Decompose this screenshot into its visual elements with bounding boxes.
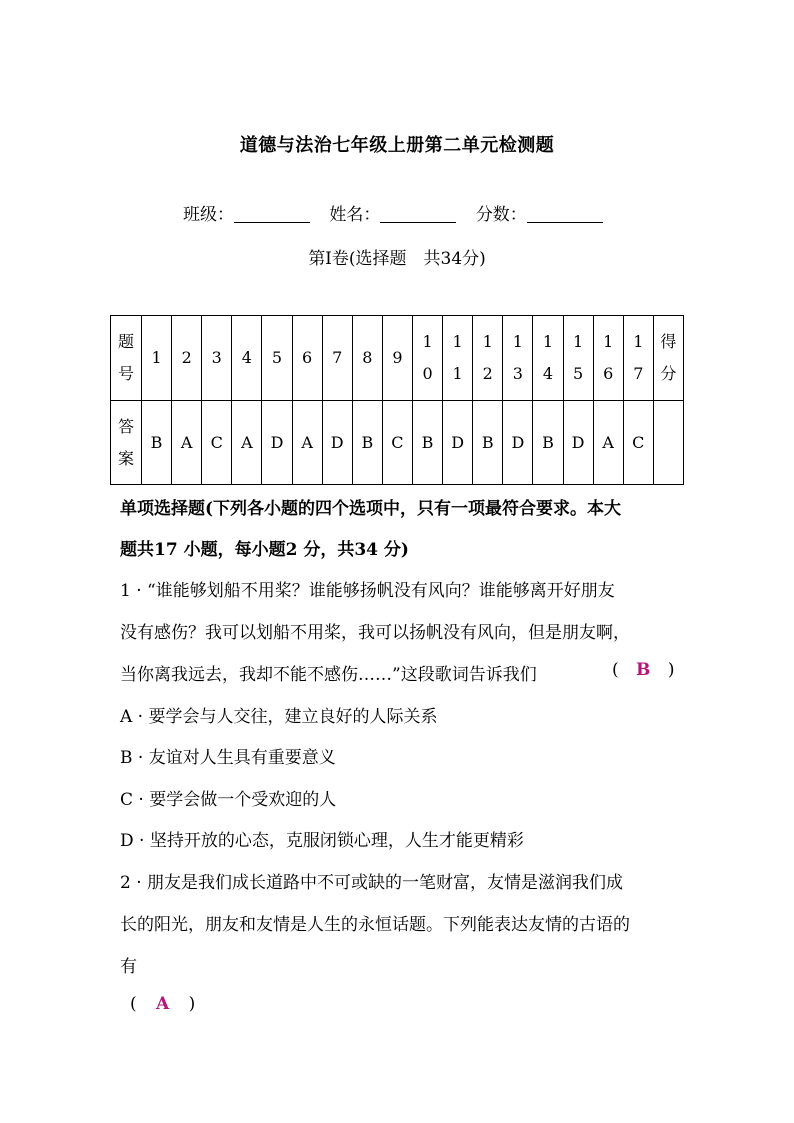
question-number-digit: 1: [603, 332, 614, 351]
answer-row: [111, 401, 684, 485]
question-number-cell: [412, 316, 442, 401]
answer-cell: D: [262, 401, 292, 485]
question-2-line: 长的阳光，朋友和友情是人生的永恒话题。下列能表达友情的古语的: [120, 915, 630, 935]
answer-header-cell: [111, 401, 142, 485]
question-number-digit: 0: [422, 364, 433, 383]
question-number-digit: 1: [151, 348, 162, 367]
question-number-cell: [443, 316, 473, 401]
question-number-digit: 5: [271, 348, 283, 367]
question-number-digit: 5: [572, 364, 584, 383]
question-2-answer: A: [156, 994, 170, 1014]
paren-close: ): [188, 994, 196, 1014]
section-heading: 第Ⅰ卷(选择题 共34分): [308, 249, 486, 269]
question-1-line: 当你离我远去，我却不能不感伤……”这段歌词告诉我们: [120, 665, 537, 685]
question-1-line: 1 · “谁能够划船不用桨？谁能够扬帆没有风向？谁能够离开好朋友: [120, 581, 615, 601]
question-number-digit: 2: [181, 348, 192, 367]
question-number-digit: 6: [302, 348, 313, 367]
question-2-line: 有: [120, 957, 137, 977]
question-number-digit: 1: [482, 332, 493, 351]
question-number-digit: 1: [633, 332, 644, 351]
question-number-cell: [142, 316, 172, 401]
student-info: [183, 200, 617, 225]
number-header-char: 号: [117, 364, 134, 383]
question-number-cell: [533, 316, 563, 401]
paren-open: (: [612, 660, 619, 680]
option-a: A · 要学会与人交往，建立良好的人际关系: [120, 707, 438, 727]
question-2-line: 2 · 朋友是我们成长道路中不可或缺的一笔财富，友情是滋润我们成: [120, 873, 624, 893]
question-number-digit: 3: [211, 348, 222, 367]
answer-header-char: 案: [117, 448, 134, 468]
answer-table: [110, 315, 684, 485]
answer-cell: D: [563, 401, 593, 485]
option-c: C · 要学会做一个受欢迎的人: [120, 790, 337, 810]
answer-cell: A: [593, 401, 623, 485]
answer-cell: C: [623, 401, 653, 485]
question-number-row: [111, 316, 684, 401]
score-header-char: 分: [660, 364, 677, 383]
answer-cell: B: [473, 401, 503, 485]
question-1-answer: B: [636, 660, 651, 680]
score-blank: [527, 205, 603, 223]
question-number-digit: 4: [241, 348, 252, 367]
answer-cell: B: [412, 401, 442, 485]
question-number-cell: [322, 316, 352, 401]
answer-cell: D: [503, 401, 533, 485]
answer-cell: B: [533, 401, 563, 485]
instructions-line: 题共17 小题，每小题2 分，共34 分): [120, 540, 409, 560]
question-number-cell: [172, 316, 202, 401]
question-number-cell: [593, 316, 623, 401]
question-1-line: 没有感伤？我可以划船不用桨，我可以扬帆没有风向，但是朋友啊，: [120, 623, 630, 643]
question-number-digit: 2: [482, 364, 493, 383]
question-number-cell: [563, 316, 593, 401]
question-number-digit: 1: [572, 332, 584, 351]
question-number-cell: [232, 316, 262, 401]
score-header-char: 得: [660, 332, 677, 351]
answer-header-char: 答: [117, 416, 134, 436]
class-label: 班级：: [183, 205, 234, 225]
answer-cell: D: [322, 401, 352, 485]
question-number-digit: 7: [633, 364, 644, 383]
answer-cell: D: [443, 401, 473, 485]
question-number-digit: 4: [542, 364, 554, 383]
answer-cell: A: [232, 401, 262, 485]
number-header-cell: [111, 316, 142, 401]
question-number-cell: [352, 316, 382, 401]
class-blank: [234, 205, 310, 223]
answer-cell: A: [292, 401, 322, 485]
question-number-digit: 7: [332, 348, 343, 367]
answer-cell: A: [172, 401, 202, 485]
question-2-answer-bracket: [130, 994, 195, 1014]
question-number-cell: [473, 316, 503, 401]
option-b: B · 友谊对人生具有重要意义: [120, 748, 336, 768]
answer-cell: B: [352, 401, 382, 485]
question-number-digit: 1: [452, 364, 463, 383]
question-number-digit: 8: [362, 348, 373, 367]
instructions-line: 单项选择题(下列各小题的四个选项中，只有一项最符合要求。本大: [120, 499, 622, 519]
question-number-digit: 3: [512, 364, 523, 383]
name-blank: [380, 205, 456, 223]
answer-cell: C: [202, 401, 232, 485]
option-d: D · 坚持开放的心态，克服闭锁心理，人生才能更精彩: [120, 831, 524, 851]
score-header-cell: [653, 316, 683, 401]
question-number-digit: 1: [422, 332, 433, 351]
paren-open: (: [130, 994, 137, 1014]
paren-close: ): [667, 660, 675, 680]
answer-cell: B: [142, 401, 172, 485]
question-number-digit: 1: [542, 332, 554, 351]
question-number-cell: [623, 316, 653, 401]
question-number-cell: [382, 316, 412, 401]
answer-cell: C: [382, 401, 412, 485]
score-cell: [653, 401, 683, 485]
question-number-cell: [503, 316, 533, 401]
question-number-cell: [202, 316, 232, 401]
question-number-digit: 9: [392, 348, 403, 367]
question-number-digit: 1: [512, 332, 523, 351]
question-number-digit: 6: [603, 364, 614, 383]
name-label: 姓名：: [329, 205, 381, 225]
question-number-digit: 1: [452, 332, 463, 351]
question-number-cell: [262, 316, 292, 401]
question-number-cell: [292, 316, 322, 401]
number-header-char: 题: [117, 332, 134, 351]
score-label: 分数：: [475, 205, 527, 225]
page-title: 道德与法治七年级上册第二单元检测题: [239, 135, 555, 156]
question-1-answer-bracket: [612, 660, 674, 680]
